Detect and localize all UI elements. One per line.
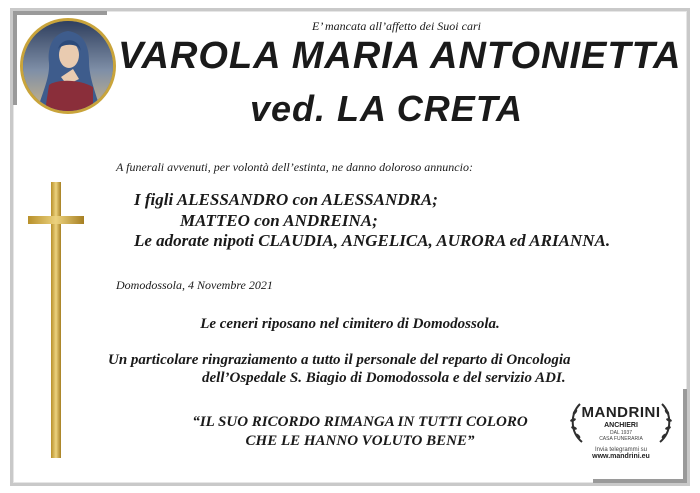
logo-telegram-text: Invia telegrammi su: [594, 447, 648, 453]
family-line: Le adorate nipoti CLAUDIA, ANGELICA, AURORA ed ARIANNA.: [134, 231, 611, 250]
logo-brand: MANDRINI: [581, 404, 661, 421]
thanks-line: dell’Ospedale S. Biagio di Domodossola e del servizio ADI.: [202, 370, 566, 386]
tagline: E’ mancata all’affetto dei Suoi cari: [312, 19, 481, 33]
ashes-notice: Le ceneri riposano nel cimitero di Domodossola.: [200, 316, 500, 332]
logo-website: www.mandrini.eu: [592, 453, 650, 460]
logo-since: DAL 1937: [609, 430, 633, 436]
thanks-line: Un particolare ringraziamento a tutto il personale del reparto di Oncologia: [108, 352, 571, 368]
quote-line: “IL SUO RICORDO RIMANGA IN TUTTI COLORO: [192, 414, 528, 430]
family-line: MATTEO con ANDREINA;: [180, 211, 378, 230]
place-and-date: Domodossola, 4 Novembre 2021: [116, 278, 273, 292]
logo-type: CASA FUNERARIA: [599, 436, 643, 442]
logo-subtitle: ANCHIERI: [604, 422, 638, 429]
deceased-married-name: ved. LA CRETA: [250, 88, 524, 129]
madonna-portrait-image: [20, 18, 116, 114]
memorial-quote: [160, 413, 560, 451]
quote-line: CHE LE HANNO VOLUTO BENE”: [245, 433, 475, 449]
family-line: I figli ALESSANDRO con ALESSANDRA;: [134, 190, 438, 209]
deceased-name: VAROLA MARIA ANTONIETTA: [118, 35, 682, 77]
funeral-home-logo: [566, 398, 676, 476]
laurel-wreath-icon: [566, 400, 676, 446]
announcement-text: A funerali avvenuti, per volontà dell’estinta, ne danno doloroso annuncio:: [116, 160, 473, 174]
